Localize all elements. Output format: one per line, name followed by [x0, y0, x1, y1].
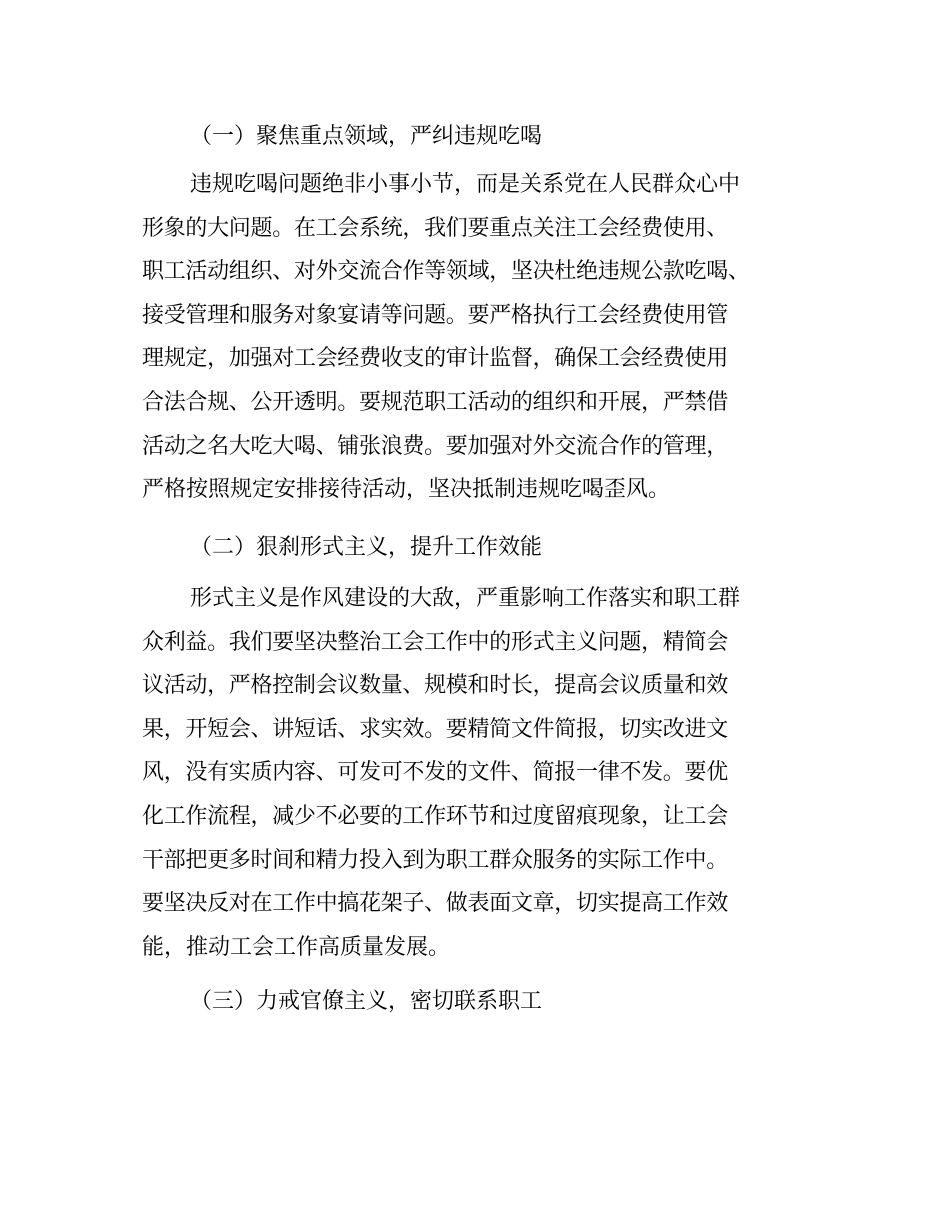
paragraph-line: 干部把更多时间和精力投入到为职工群众服务的实际工作中。 [142, 847, 728, 873]
paragraph-line: 违规吃喝问题绝非小事小节，而是关系党在人民群众心中 [190, 172, 741, 197]
paragraph-line: 议活动，严格控制会议数量、规模和时长，提高会议质量和效 [142, 673, 728, 699]
paragraph-line: 能，推动工会工作高质量发展。 [142, 934, 451, 960]
paragraph-line: 合法合规、公开透明。要规范职工活动的组织和开展，严禁借 [142, 389, 728, 415]
section-heading-2: （二）狠刹形式主义，提升工作效能 [190, 535, 543, 560]
paragraph-line: 形象的大问题。在工会系统，我们要重点关注工会经费使用、 [142, 215, 728, 241]
paragraph-line: 接受管理和服务对象宴请等问题。要严格执行工会经费使用管 [142, 302, 728, 328]
paragraph-line: 理规定，加强对工会经费收支的审计监督，确保工会经费使用 [142, 346, 728, 372]
section-paragraph-2 [142, 584, 812, 976]
paragraph-line: 风，没有实质内容、可发可不发的文件、简报一律不发。要优 [142, 760, 728, 786]
paragraph-line: 严格按照规定安排接待活动，坚决抵制违规吃喝歪风。 [142, 477, 671, 503]
section-heading-3: （三）力戒官僚主义，密切联系职工 [190, 989, 543, 1014]
paragraph-line: 化工作流程，减少不必要的工作环节和过度留痕现象，让工会 [142, 803, 728, 829]
section-paragraph-1 [142, 170, 812, 519]
paragraph-line: 职工活动组织、对外交流合作等领域，坚决杜绝违规公款吃喝、 [142, 259, 750, 285]
paragraph-line: 形式主义是作风建设的大敌，严重影响工作落实和职工群 [190, 586, 741, 611]
paragraph-line: 要坚决反对在工作中搞花架子、做表面文章，切实提高工作效 [142, 891, 728, 917]
paragraph-line: 众利益。我们要坚决整治工会工作中的形式主义问题，精简会 [142, 629, 728, 655]
section-heading-1: （一）聚焦重点领域，严纠违规吃喝 [190, 124, 543, 149]
paragraph-line: 果，开短会、讲短话、求实效。要精简文件简报，切实改进文 [142, 716, 728, 742]
paragraph-line: 活动之名大吃大喝、铺张浪费。要加强对外交流合作的管理， [142, 433, 728, 459]
